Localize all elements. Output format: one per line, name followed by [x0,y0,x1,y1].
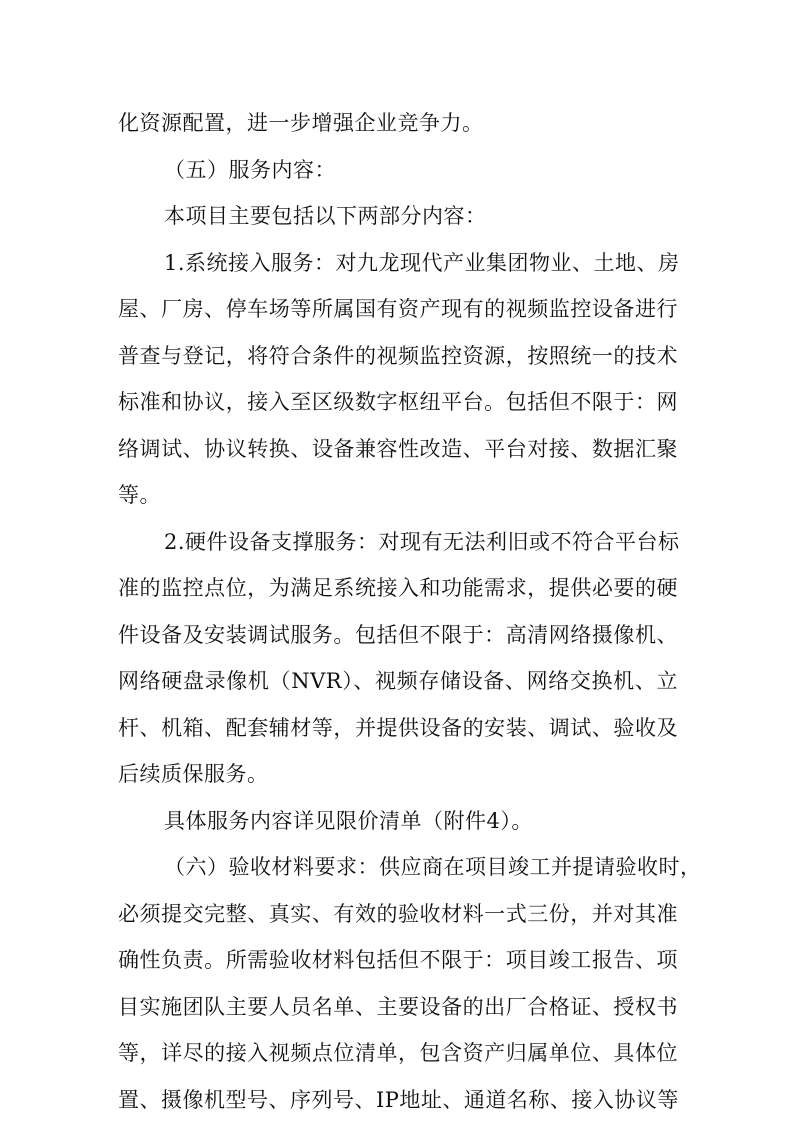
section6-line: （六）验收材料要求：供应商在项目竣工并提请验收时， [164,855,702,879]
item1-line: 等。 [118,483,161,507]
item2-line: 2.硬件设备支撑服务：对现有无法利旧或不符合平台标 [164,530,680,554]
section-heading-services: （五）服务内容： [164,158,336,182]
item1-line: 普查与登记，将符合条件的视频监控资源，按照统一的技术 [118,344,678,368]
item2-line: 准的监控点位，为满足系统接入和功能需求，提供必要的硬 [118,576,678,600]
section6-line: 等，详尽的接入视频点位清单，包含资产归属单位、具体位 [118,1041,678,1065]
detail-note: 具体服务内容详见限价清单（附件4）。 [164,809,533,833]
item1-line: 1.系统接入服务：对九龙现代产业集团物业、土地、房 [164,251,680,275]
item1-line: 屋、厂房、停车场等所属国有资产现有的视频监控设备进行 [118,297,678,321]
item2-line: 杆、机箱、配套辅材等，并提供设备的安装、调试、验收及 [118,716,678,740]
services-intro: 本项目主要包括以下两部分内容： [164,204,487,228]
section6-line: 目实施团队主要人员名单、主要设备的出厂合格证、授权书 [118,995,678,1019]
item1-line: 络调试、协议转换、设备兼容性改造、平台对接、数据汇聚 [118,437,678,461]
item2-line: 后续质保服务。 [118,762,269,786]
item2-line: 网络硬盘录像机（NVR）、视频存储设备、网络交换机、立 [118,669,678,693]
section6-line: 置、摄像机型号、序列号、IP地址、通道名称、接入协议等 [118,1088,679,1112]
continuation-line: 化资源配置，进一步增强企业竞争力。 [118,111,484,135]
item1-line: 标准和协议，接入至区级数字枢纽平台。包括但不限于：网 [118,390,678,414]
section6-line: 确性负责。所需验收材料包括但不限于：项目竣工报告、项 [118,948,678,972]
section6-line: 必须提交完整、真实、有效的验收材料一式三份，并对其准 [118,902,678,926]
item2-line: 件设备及安装调试服务。包括但不限于：高清网络摄像机、 [118,623,678,647]
